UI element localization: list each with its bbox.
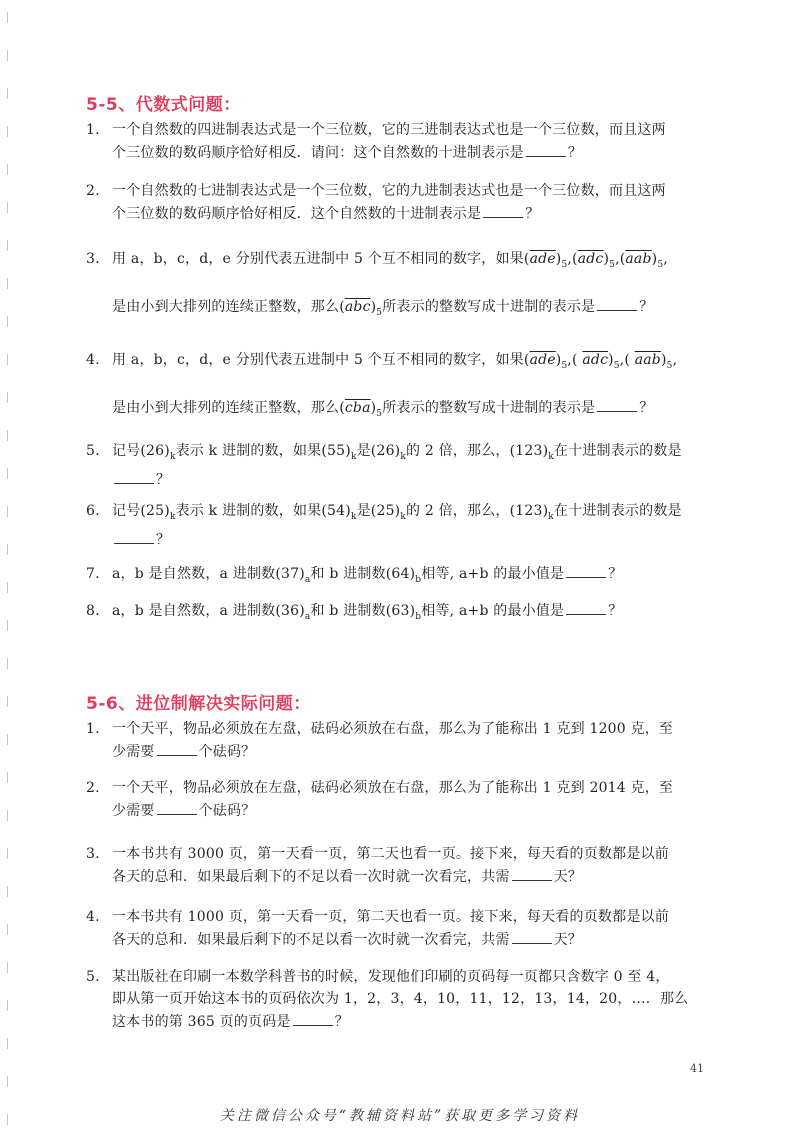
question-5-6-2: 2. 一个天平，物品必须放在左盘，砝码必须放在右盘，那么为了能称出 1 克到 2014 克，至 少需要 个砝码？ (86, 780, 674, 819)
question-5-5-7: 7. a，b 是自然数，a 进制数$(37)_a$和 b 进制数$(64)_b$相等, a+b 的最小值是 ？ (86, 562, 716, 591)
question-5-6-5: 5. 某出版社在印刷一本数学科普书的时候，发现他们印刷的页码每一页都只含数字 0 至 4， 即从第一页开始这本书的页码依次为 1，2，3，4，10，11，12，13，14，20，…．那么 这本书的第 365 页的页码是 ？ (86, 969, 689, 1030)
answer-blank (512, 865, 552, 881)
question-5-5-4: 4. 用 a，b，c，d，e 分别代表五进制中 5 个互不相同的数字，如果$(\overline{ade})_5$,( $\overline{adc})_5$,( $\overline{aab})_5$, 是由小到大排列的连续正整数，那么$(\overline{cba})_5$所表示的整数写成十进制的表示是 ？ (86, 352, 678, 419)
question-5-5-3: 3. 用 a，b，c，d，e 分别代表五进制中 5 个互不相同的数字，如果$(\overline{ade})_5,(\overline{adc})_5,(\overline{aab})_5$, 是由小到大排列的连续正整数，那么$(\overline{abc})_5$所表示的整数写成十进制的表示是 ？ (86, 251, 668, 318)
section-title-5-6: 5-6、进位制解决实际问题： (86, 694, 311, 714)
answer-blank (597, 295, 637, 311)
answer-blank (597, 396, 637, 412)
answer-blank (526, 141, 566, 157)
question-5-6-3: 3. 一本书共有 3000 页，第一天看一页，第二天也看一页。接下来，每天看的页数都是以前 各天的总和．如果最后剩下的不足以看一次时就一次看完，共需 天？ (86, 846, 669, 885)
question-5-5-6: 6. 记号$(25)_k$表示 k 进制的数，如果$(54)_k$是$(25)_k$的 2 倍，那么，$(123)_k$在十进制表示的数是 ？ (86, 503, 682, 548)
answer-blank (566, 562, 606, 578)
answer-blank (293, 1010, 333, 1026)
question-5-6-1: 1. 一个天平，物品必须放在左盘，砝码必须放在右盘，那么为了能称出 1 克到 1200 克，至 少需要 个砝码？ (86, 721, 674, 760)
answer-blank (157, 740, 197, 756)
answer-blank (566, 599, 606, 615)
section-title-5-5: 5-5、代数式问题： (86, 95, 241, 115)
answer-blank (483, 202, 523, 218)
answer-blank (114, 468, 154, 484)
question-5-5-5: 5. 记号$(26)_k$表示 k 进制的数，如果$(55)_k$是$(26)_k$的 2 倍，那么，$(123)_k$在十进制表示的数是 ？ (86, 443, 682, 488)
page-number: 41 (690, 1062, 704, 1075)
question-5-5-8: 8. a，b 是自然数，a 进制数$(36)_a$和 b 进制数$(63)_b$相等, a+b 的最小值是 ？ (86, 599, 716, 628)
question-5-5-1: 1. 一个自然数的四进制表达式是一个三位数，它的三进制表达式也是一个三位数，而且这两 个三位数的数码顺序恰好相反．请问：这个自然数的十进制表示是 ？ (86, 122, 666, 161)
answer-blank (157, 799, 197, 815)
question-5-6-4: 4. 一本书共有 1000 页，第一天看一页，第二天也看一页。接下来，每天看的页数都是以前 各天的总和．如果最后剩下的不足以看一次时就一次看完，共需 天？ (86, 909, 669, 948)
answer-blank (114, 528, 154, 544)
footer-note: 关注微信公众号“教辅资料站”获取更多学习资料 (219, 1108, 581, 1124)
answer-blank (512, 928, 552, 944)
question-5-5-2: 2. 一个自然数的七进制表达式是一个三位数，它的九进制表达式也是一个三位数，而且这两 个三位数的数码顺序恰好相反．这个自然数的十进制表示是 ？ (86, 183, 666, 222)
